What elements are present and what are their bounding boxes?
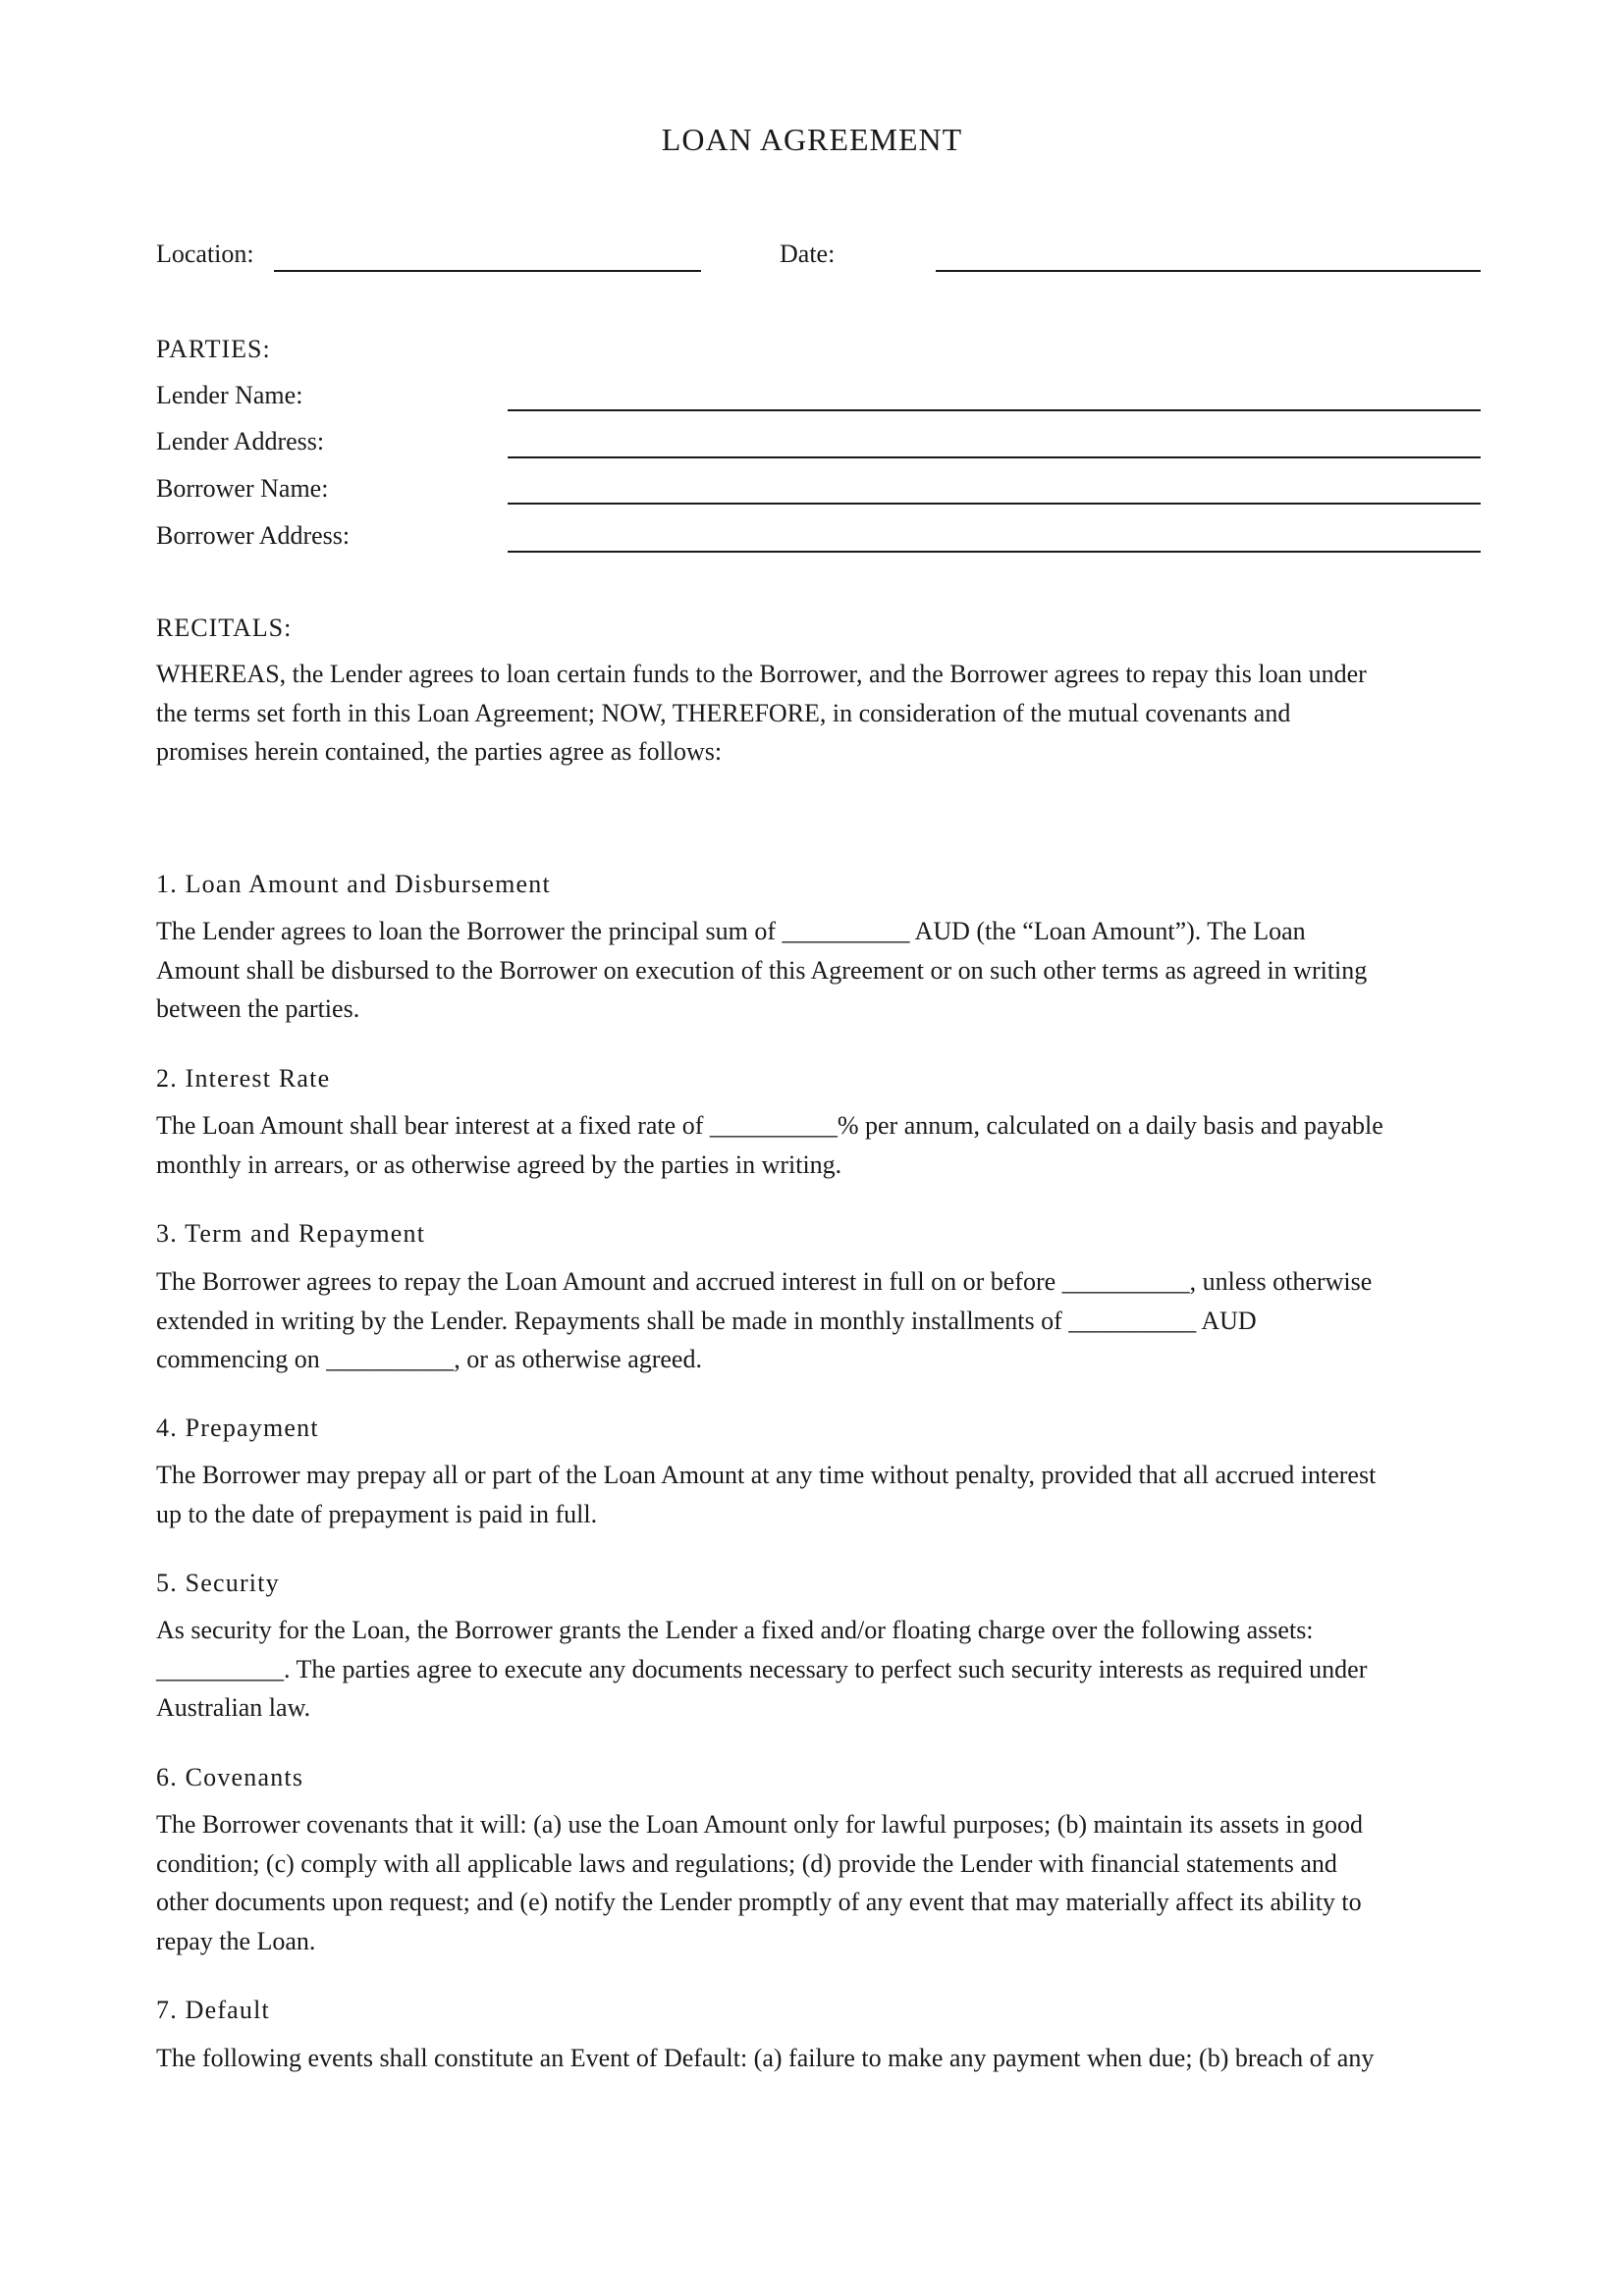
date-field[interactable] <box>936 270 1481 272</box>
section-line: The Lender agrees to loan the Borrower the principal sum of __________ AUD (the “Loan Amount”). The Loan <box>156 917 1306 945</box>
section-line: The Borrower covenants that it will: (a) use the Loan Amount only for lawful purposes; (b) maintain its assets in good <box>156 1810 1363 1839</box>
section-line: The following events shall constitute an Event of Default: (a) failure to make any payment when due; (b) breach of any <box>156 2044 1375 2072</box>
lender-address-label: Lender Address: <box>156 427 325 455</box>
borrower-name-label: Borrower Name: <box>156 474 329 503</box>
lender-address-field[interactable] <box>508 456 1481 458</box>
section-4-body <box>156 1456 1482 1533</box>
recitals-line: the terms set forth in this Loan Agreement; NOW, THEREFORE, in consideration of the mutual covenants and <box>156 698 1291 727</box>
section-line: monthly in arrears, or as otherwise agreed by the parties in writing. <box>156 1149 842 1179</box>
document-title: LOAN AGREEMENT <box>661 122 963 157</box>
section-6-heading: 6. Covenants <box>156 1763 304 1791</box>
section-1-heading: 1. Loan Amount and Disbursement <box>156 870 551 898</box>
section-7-body <box>156 2039 1482 2078</box>
section-line: condition; (c) comply with all applicable laws and regulations; (d) provide the Lender with financial statements and <box>156 1848 1337 1878</box>
parties-heading: PARTIES: <box>156 335 271 363</box>
section-line: __________. The parties agree to execute any documents necessary to perfect such security interests as required under <box>156 1654 1368 1683</box>
recitals-line: WHEREAS, the Lender agrees to loan certain funds to the Borrower, and the Borrower agrees to repay this loan under <box>156 660 1367 688</box>
recitals-paragraph <box>156 655 1482 772</box>
borrower-address-field[interactable] <box>508 551 1481 553</box>
section-line: As security for the Loan, the Borrower grants the Lender a fixed and/or floating charge over the following assets: <box>156 1616 1314 1644</box>
recitals-line: promises herein contained, the parties agree as follows: <box>156 737 723 766</box>
section-2-body <box>156 1106 1482 1184</box>
section-line: extended in writing by the Lender. Repayments shall be made in monthly installments of __________ AUD <box>156 1306 1257 1335</box>
recitals-heading: RECITALS: <box>156 614 293 642</box>
section-line: Australian law. <box>156 1693 311 1722</box>
section-3-body <box>156 1262 1482 1379</box>
lender-name-label: Lender Name: <box>156 381 303 409</box>
section-line: up to the date of prepayment is paid in full. <box>156 1499 598 1528</box>
section-line: commencing on __________, or as otherwise agreed. <box>156 1345 702 1373</box>
section-line: repay the Loan. <box>156 1926 316 1955</box>
section-line: The Borrower may prepay all or part of the Loan Amount at any time without penalty, provided that all accrued interest <box>156 1461 1377 1489</box>
borrower-name-field[interactable] <box>508 503 1481 505</box>
section-1-body <box>156 912 1482 1029</box>
location-field[interactable] <box>274 270 701 272</box>
section-5-body <box>156 1611 1482 1728</box>
section-2-heading: 2. Interest Rate <box>156 1064 331 1093</box>
date-label: Date: <box>780 240 836 268</box>
section-4-heading: 4. Prepayment <box>156 1414 319 1442</box>
section-7-heading: 7. Default <box>156 1996 270 2024</box>
section-line: other documents upon request; and (e) notify the Lender promptly of any event that may materially affect its ability to <box>156 1888 1362 1916</box>
section-3-heading: 3. Term and Repayment <box>156 1219 426 1248</box>
section-line: between the parties. <box>156 994 360 1023</box>
lender-name-field[interactable] <box>508 409 1481 411</box>
section-line: The Borrower agrees to repay the Loan Amount and accrued interest in full on or before __________, unless otherwise <box>156 1267 1373 1296</box>
section-line: The Loan Amount shall bear interest at a fixed rate of __________% per annum, calculated on a daily basis and payable <box>156 1111 1383 1140</box>
section-6-body <box>156 1805 1482 1960</box>
section-5-heading: 5. Security <box>156 1569 280 1597</box>
borrower-address-label: Borrower Address: <box>156 521 351 550</box>
section-line: Amount shall be disbursed to the Borrower on execution of this Agreement or on such other terms as agreed in writing <box>156 955 1368 985</box>
location-label: Location: <box>156 240 254 268</box>
